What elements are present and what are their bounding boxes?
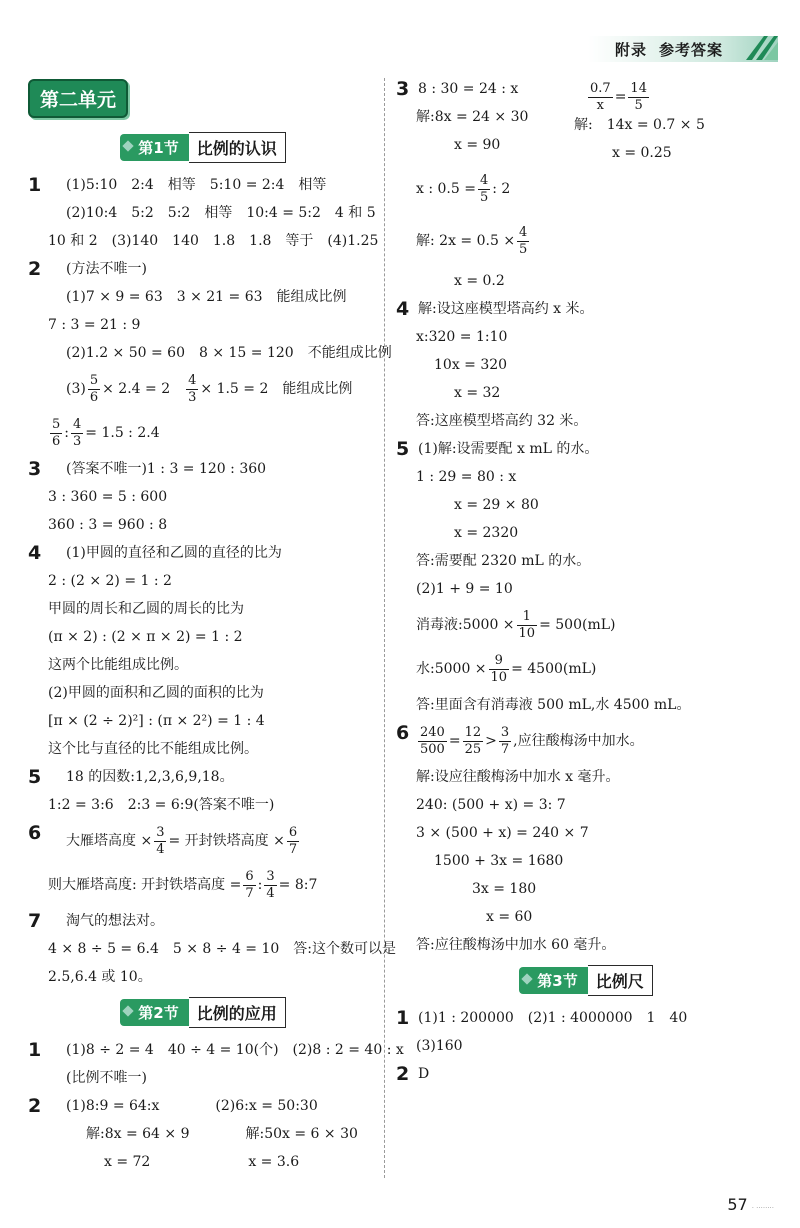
answer-5 [28,763,378,819]
numerator: 4 [188,372,197,388]
numerator: 6 [245,868,254,884]
answer-line: (2)甲圆的面积和乙圆的面积的比为 [48,685,264,701]
answer-line: 7 : 3 = 21 : 9 [48,317,141,333]
answer-line-fractions [416,647,776,691]
answer-line: 3 : 360 = 5 : 600 [48,489,168,505]
answer-line-fractions [416,167,776,211]
answer-s2-2 [28,1092,378,1176]
answer-line: (π × 2) : (2 × π × 2) = 1 : 2 [48,629,243,645]
answer-line: 18 的因数:1,2,3,6,9,18。 [66,769,234,785]
answer-line: 解:8x = 64 × 9 解:50x = 6 × 30 [86,1126,358,1142]
page-footer [727,1195,774,1214]
answer-line: (2)1 + 9 = 10 [416,581,513,597]
fraction [418,725,447,758]
answer-line: (2)10:4 5:2 5:2 相等 10:4 = 5:2 4 和 5 [66,205,376,221]
page-number: 57 [727,1195,748,1214]
answer-line: 360 : 3 = 960 : 8 [48,517,168,533]
problem-number: 5 [396,438,410,460]
answer-line-fractions [48,863,378,907]
denominator: 5 [479,189,489,205]
answer-line: [π × (2 ÷ 2)²] : (π × 2²) = 1 : 4 [48,713,265,729]
left-column [28,75,404,1188]
text: : [257,877,263,893]
fraction [186,373,198,406]
footer-mark: · ········ [751,1204,774,1212]
answer-line-fractions [416,719,776,763]
answer-line: 甲圆的周长和乙圆的周长的比为 [48,601,244,617]
header-text [615,39,735,60]
fraction [489,653,510,686]
text: = [614,89,627,105]
answer-line: (1)8 ÷ 2 = 4 40 ÷ 4 = 10(个) (2)8 : 2 = 40 : x [66,1042,404,1058]
text: 解: 2x = 0.5 × [416,233,516,249]
denominator: 5 [519,241,528,257]
numerator: 0.7 [590,80,611,96]
numerator: 1 [517,609,538,626]
answer-line-fractions [48,367,378,411]
fraction [499,725,511,758]
answer-line: (1)1 : 200000 (2)1 : 4000000 1 40 [418,1010,688,1026]
fraction [154,825,166,858]
numerator: 5 [52,416,61,432]
answer-line: x = 2320 [454,525,519,541]
denominator: 6 [89,389,99,405]
problem-number: 6 [396,722,410,744]
answer-s2-5 [396,435,776,719]
fraction [287,825,299,858]
text: = 开封铁塔高度 × [168,833,285,849]
denominator: 7 [288,841,298,857]
fraction [588,81,613,114]
numerator: 3 [500,724,510,740]
answer-s2-1 [28,1036,404,1092]
problem-number: 2 [28,1095,42,1117]
fraction [50,417,62,450]
answer-line: 1:2 = 3:6 2:3 = 6:9(答案不唯一) [48,797,275,813]
denominator: 5 [634,97,643,113]
fraction [71,417,83,450]
answer-line: (1)解:设需要配 x mL 的水。 [418,441,599,457]
numerator: 3 [266,868,275,884]
denominator: 10 [490,669,508,685]
answer-line: 10x = 320 [434,357,508,373]
numerator: 4 [519,224,528,240]
answer-3 [28,455,378,539]
answer-s2-3 [396,75,776,295]
answer-7 [28,907,397,991]
answer-line: (1)8:9 = 64:x (2)6:x = 50:30 [66,1098,318,1114]
answer-s2-4 [396,295,776,435]
section-number: 第2节 [120,999,188,1026]
answer-line: 2 : (2 × 2) = 1 : 2 [48,573,172,589]
section-1-heading [28,132,378,163]
problem-number: 3 [396,78,410,100]
header-logo-icon [744,32,780,62]
text: = 4500(mL) [511,661,597,677]
problem-number: 4 [28,542,42,564]
fraction [264,869,276,902]
problem-number: 4 [396,298,410,320]
answer-s2-6 [396,719,776,959]
answer-2 [28,255,392,455]
answer-line: 3x = 180 [472,881,537,897]
text: ,应往酸梅汤中加水。 [513,733,644,749]
answer-line: 答:需要配 2320 mL 的水。 [416,553,591,569]
text: 水:5000 × [416,661,487,677]
text: = [448,733,461,749]
answer-line: x = 0.2 [454,273,505,289]
answer-line: D [418,1066,430,1082]
answer-line: 4 × 8 ÷ 5 = 6.4 5 × 8 ÷ 4 = 10 答:这个数可以是 [48,941,397,957]
problem-number: 1 [28,174,42,196]
answer-s3-2 [396,1060,776,1088]
answer-line: 3 × (500 + x) = 240 × 7 [416,825,589,841]
answer-line: 答:里面含有消毒液 500 mL,水 4500 mL。 [416,697,691,713]
problem-number: 5 [28,766,42,788]
answer-line-fractions [416,603,776,647]
numerator: 240 [420,724,445,740]
numerator: 4 [73,416,82,432]
answer-line: (1)7 × 9 = 63 3 × 21 = 63 能组成比例 [66,289,347,305]
section-3-heading [396,965,776,996]
header-answers: 参考答案 [659,41,724,59]
text: = 8:7 [278,877,318,893]
answer-line: (1)5:10 2:4 相等 5:10 = 2:4 相等 [66,177,327,193]
answer-line: x = 90 [454,137,501,153]
text: x : 0.5 = [416,181,476,197]
answer-line: x = 0.25 [612,145,672,161]
section-title: 比例尺 [588,965,653,996]
answer-line: 解:设这座模型塔高约 x 米。 [418,301,594,317]
denominator: 4 [156,841,165,857]
answer-line: (1)甲圆的直径和乙圆的直径的比为 [66,545,282,561]
answer-line: 答:这座模型塔高约 32 米。 [416,413,588,429]
answer-line: (2)1.2 × 50 = 60 8 × 15 = 120 不能组成比例 [66,345,392,361]
answer-line: 这两个比能组成比例。 [48,657,188,673]
answer-line: (比例不唯一) [66,1070,147,1086]
numerator: 6 [288,824,298,840]
answer-line: x = 72 x = 3.6 [104,1154,300,1170]
denominator: 10 [518,625,536,641]
text: 大雁塔高度 × [66,833,153,849]
numerator: 5 [89,372,99,388]
text: 消毒液:5000 × [416,617,515,633]
answer-line: 答:应往酸梅汤中加水 60 毫升。 [416,937,616,953]
answer-line: (方法不唯一) [66,261,147,277]
fraction [88,373,100,406]
problem-number: 6 [28,822,42,844]
text: = 1.5 : 2.4 [85,425,160,441]
section-2-heading [28,997,378,1028]
denominator: 6 [52,433,61,449]
text: : 2 [492,181,511,197]
answer-s2-3-part2 [574,75,705,167]
text: 则大雁塔高度: 开封铁塔高度 = [48,877,242,893]
section-number: 第1节 [120,134,188,161]
text: (3) [66,381,86,397]
answer-line: 1 : 29 = 80 : x [416,469,517,485]
answer-line: 1500 + 3x = 1680 [434,853,564,869]
text: : [64,425,69,441]
answer-1 [28,171,378,255]
numerator: 12 [464,724,482,740]
answer-line: x = 29 × 80 [454,497,539,513]
answer-line: x = 60 [486,909,533,925]
fraction [517,609,538,642]
answer-line: (答案不唯一)1 : 3 = 120 : 360 [66,461,267,477]
answer-line: 解:8x = 24 × 30 [416,109,529,125]
fraction [517,225,529,258]
denominator: 7 [245,885,254,901]
problem-number: 1 [396,1007,410,1029]
denominator: 500 [420,741,445,757]
numerator: 14 [630,80,647,96]
answer-line: 淘气的想法对。 [66,913,164,929]
problem-number: 7 [28,910,42,932]
unit-title: 第二单元 [28,79,128,118]
answer-line: 解: 14x = 0.7 × 5 [574,117,705,133]
problem-number: 2 [396,1063,410,1085]
answer-line: 2.5,6.4 或 10。 [48,969,152,985]
header-appendix: 附录 [615,41,648,59]
answer-line: x = 32 [454,385,501,401]
section-title: 比例的应用 [189,997,286,1028]
denominator: 25 [464,741,482,757]
answer-line: 8 : 30 = 24 : x [418,81,519,97]
answer-line: 10 和 2 (3)140 140 1.8 1.8 等于 (4)1.25 [48,233,379,249]
denominator: x [596,97,605,113]
answer-line-fractions [416,219,776,263]
answer-line: (3)160 [416,1038,463,1054]
column-divider [384,78,385,1178]
fraction [628,81,649,114]
answer-line: 解:设应往酸梅汤中加水 x 毫升。 [416,769,620,785]
denominator: 7 [500,741,510,757]
answer-line: 这个比与直径的比不能组成比例。 [48,741,258,757]
answer-line: 240: (500 + x) = 3: 7 [416,797,566,813]
answer-line-fractions [48,411,378,455]
denominator: 3 [73,433,82,449]
denominator: 4 [266,885,275,901]
section-title: 比例的认识 [189,132,286,163]
section-number: 第3节 [519,967,587,994]
denominator: 3 [188,389,197,405]
text: × 1.5 = 2 能组成比例 [200,381,353,397]
problem-number: 1 [28,1039,42,1061]
answer-4 [28,539,378,763]
numerator: 4 [479,172,489,188]
fraction [243,869,255,902]
problem-number: 3 [28,458,42,480]
fraction [463,725,484,758]
right-column [396,75,776,1188]
numerator: 3 [156,824,165,840]
answer-s3-1 [396,1004,776,1060]
text: × 2.4 = 2 [102,381,185,397]
answer-line-fractions [48,819,378,863]
answer-6 [28,819,378,907]
fraction [478,173,490,206]
page-header [560,30,780,70]
problem-number: 2 [28,258,42,280]
answer-line: x:320 = 1:10 [416,329,508,345]
numerator: 9 [489,653,510,670]
text: > [485,733,497,749]
text: = 500(mL) [539,617,616,633]
